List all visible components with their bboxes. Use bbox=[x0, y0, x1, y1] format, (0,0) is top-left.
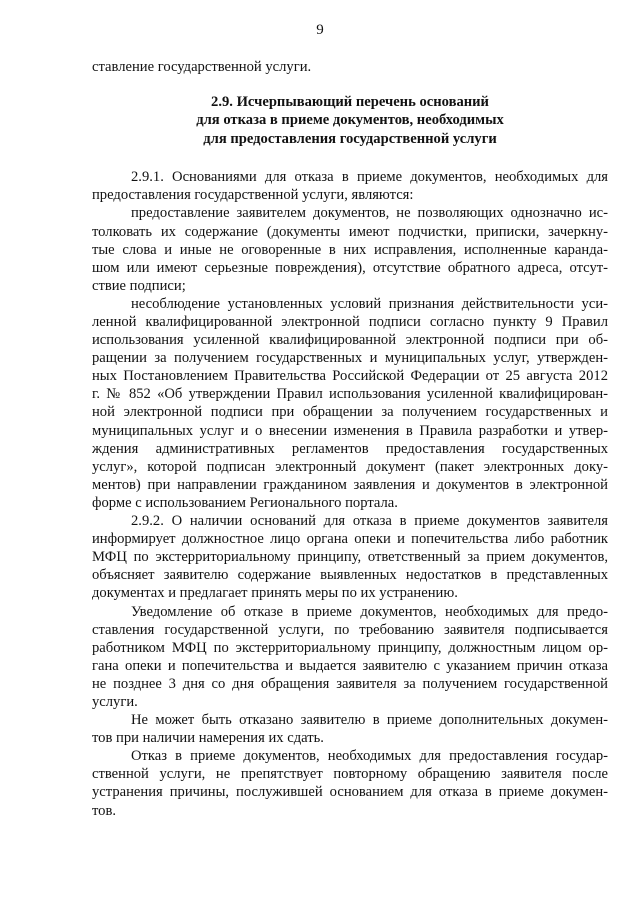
paragraph bbox=[92, 168, 608, 204]
text-line: Не может быть отказано заявителю в приеме дополнительных докумен- bbox=[131, 712, 608, 729]
paragraph bbox=[92, 204, 608, 294]
text-line: тов. bbox=[92, 802, 117, 819]
text-line: устранения причины, послужившей основанием для отказа в приеме докумен- bbox=[92, 784, 608, 801]
text-line: несоблюдение установленных условий признания действительности уси- bbox=[131, 295, 608, 312]
section-heading bbox=[92, 93, 608, 148]
text-line: Уведомление об отказе в приеме документов, необходимых для предо- bbox=[131, 603, 608, 620]
text-line: работником МФЦ по экстерриториальному принципу, должностным лицом ор- bbox=[92, 639, 608, 656]
text-line: тов при наличии намерения их сдать. bbox=[92, 730, 324, 747]
text-line: шом или имеют серьезные повреждения), отсутствие обратного адреса, отсут- bbox=[92, 259, 608, 276]
paragraph-list bbox=[92, 168, 608, 819]
text-line: тые слова и иные не оговоренные в них исправления, исполненные каранда- bbox=[92, 241, 608, 258]
text-line: г. № 852 «Об утверждении Правил использования усиленной квалифицирован- bbox=[92, 386, 608, 403]
paragraph bbox=[92, 603, 608, 712]
paragraph bbox=[92, 747, 608, 819]
text-line: толковать их содержание (документы имеют подчистки, приписки, зачеркну- bbox=[92, 223, 608, 240]
text-line: ных Постановлением Правительства Российской Федерации от 25 августа 2012 bbox=[92, 368, 608, 385]
text-line: документах и предлагает принять меры по их устранению. bbox=[92, 585, 458, 602]
continuation-block bbox=[92, 58, 608, 76]
text-line: форме с использованием Регионального портала. bbox=[92, 494, 398, 511]
text-line: муниципальных услуг и о внесении изменения в Правила разработки и утвер- bbox=[92, 422, 608, 439]
text-line: ствие подписи; bbox=[92, 277, 186, 294]
text-line: 2.9.2. О наличии оснований для отказа в приеме документов заявителя bbox=[131, 513, 608, 530]
text-line: МФЦ по экстерриториальному принципу, ответственный за прием документов, bbox=[92, 549, 608, 566]
text-line: гана опеки и попечительства и выдается заявителю с указанием причин отказа bbox=[92, 657, 608, 674]
page-number: 9 bbox=[316, 22, 324, 38]
text-line: использования усиленной квалифицированной электронной подписи при об- bbox=[92, 332, 608, 349]
paragraph bbox=[92, 295, 608, 512]
text-line: объясняет заявителю содержание выявленных недостатков в представленных bbox=[92, 567, 608, 584]
text-line: ставление государственной услуги. bbox=[92, 59, 312, 75]
text-line: предоставление заявителем документов, не позволяющих однозначно ис- bbox=[131, 205, 608, 222]
text-line: предоставления государственной услуги, являются: bbox=[92, 187, 414, 204]
text-line: ращении за получением государственных и муниципальных услуг, утвержден- bbox=[92, 350, 608, 367]
paragraph bbox=[92, 512, 608, 602]
text-line: ленной квалифицированной электронной подписи согласно пункту 9 Правил bbox=[92, 314, 608, 331]
text-line: услуг», которой подписан электронный документ (пакет электронных доку- bbox=[92, 458, 608, 475]
heading-line: для отказа в приеме документов, необходимых bbox=[196, 112, 504, 129]
text-line: ственной услуги, не препятствует повторному обращению заявителя после bbox=[92, 766, 608, 783]
document-body bbox=[92, 58, 608, 820]
text-line: ставления государственной услуги, по требованию заявителя подписывается bbox=[92, 621, 608, 638]
heading-line: для предоставления государственной услуги bbox=[203, 130, 497, 147]
text-line: информирует должностное лицо органа опеки и попечительства либо работник bbox=[92, 531, 608, 548]
text-line: ждения административных регламентов предоставления государственных bbox=[92, 440, 608, 457]
text-line: 2.9.1. Основаниями для отказа в приеме документов, необходимых для bbox=[131, 169, 608, 186]
text-line: ной электронной подписи при обращении за получением государственных и bbox=[92, 404, 608, 421]
text-line: ментов) при направлении гражданином заявления и документов в электронной bbox=[92, 476, 608, 493]
text-line: Отказ в приеме документов, необходимых для предоставления государ- bbox=[131, 748, 608, 765]
paragraph bbox=[92, 711, 608, 747]
heading-line: 2.9. Исчерпывающий перечень оснований bbox=[211, 94, 489, 111]
text-line: услуги. bbox=[92, 693, 138, 710]
text-line: не позднее 3 дня со дня обращения заявителя за получением государственной bbox=[92, 675, 608, 692]
